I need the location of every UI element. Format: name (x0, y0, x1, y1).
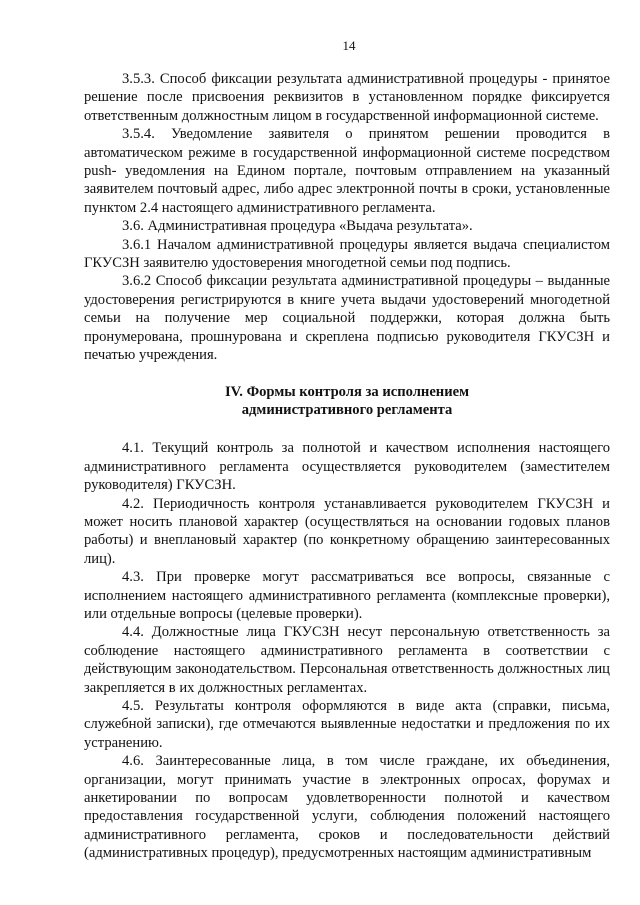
paragraph-3-6-2: 3.6.2 Способ фиксации результата административной процедуры – выданные удостоверения регистрируются в книге учета выдачи удостоверений многодетной семьи на получение мер социальной поддержки, которая должна быть пронумерована, прошнурована и скреплена подписью руководителя ГКУСЗН и печатью учреждения. (84, 273, 610, 364)
paragraph-4-6: 4.6. Заинтересованные лица, в том числе граждане, их объединения, организации, могут принимать участие в электронных опросах, форумах и анкетировании по вопросам удовлетворенности полнотой и качеством предоставления государственной услуги, соблюдения положений настоящего административного регламента, сроков и последовательности действий (административных процедур), предусмотренных настоящим административным (84, 753, 610, 862)
paragraph-4-2: 4.2. Периодичность контроля устанавливается руководителем ГКУСЗН и может носить плановой характер (осуществляться на основании годовых планов работы) и внеплановый характер (по конкретному обращению заинтересованных лиц). (84, 495, 610, 567)
paragraph-4-1: 4.1. Текущий контроль за полнотой и качеством исполнения настоящего административного регламента осуществляется руководителем (заместителем руководителя) ГКУСЗН. (84, 440, 610, 494)
paragraph-3-5-3: 3.5.3. Способ фиксации результата административной процедуры - принятое решение после присвоения реквизитов в установленном порядке фиксируется ответственным должностным лицом в государственной информационной системе. (84, 71, 610, 124)
paragraph-4-4: 4.4. Должностные лица ГКУСЗН несут персональную ответственность за соблюдение настоящего административного регламента в соответствии с действующим законодательством. Персональная ответственность должностных лиц закрепляется в их должностных регламентах. (84, 624, 610, 696)
paragraph-3-5-4: 3.5.4. Уведомление заявителя о принятом решении проводится в автоматическом режиме в государственной информационной системе посредством push- уведомления на Едином портале, почтовым отправлением на указанный заявителем почтовый адрес, либо адрес электронной почты в сроки, установленные пунктом 2.4 настоящего административного регламента. (84, 126, 610, 216)
page-number: 14 (342, 38, 356, 53)
section-heading-line-1: IV. Формы контроля за исполнением (224, 383, 470, 400)
section-heading-line-2: административного регламента (241, 401, 453, 418)
paragraph-3-6: 3.6. Административная процедура «Выдача результата». (122, 218, 473, 235)
section-heading (84, 383, 610, 420)
paragraph-4-3: 4.3. При проверке могут рассматриваться все вопросы, связанные с исполнением настоящего административного регламента (комплексные проверки), или отдельные вопросы (целевые проверки). (84, 569, 610, 622)
paragraph-3-6-1: 3.6.1 Началом административной процедуры является выдача специалистом ГКУСЗН заявителю удостоверения многодетной семьи под подпись. (84, 236, 610, 272)
paragraph-4-5: 4.5. Результаты контроля оформляются в виде акта (справки, письма, служебной записки), где отмечаются выявленные недостатки и предложения по их устранению. (84, 698, 610, 751)
